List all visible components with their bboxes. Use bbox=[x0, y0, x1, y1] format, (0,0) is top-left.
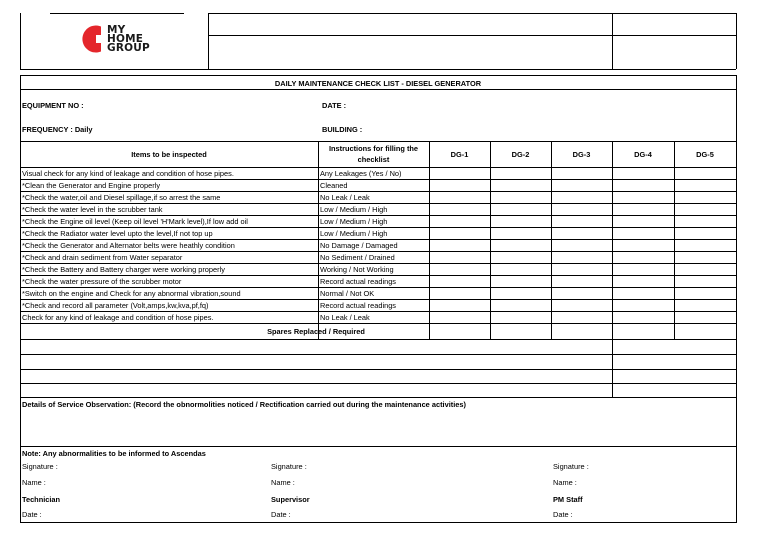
role-label: Technician bbox=[22, 495, 61, 504]
row-item: Check for any kind of leakage and condition of hose pipes. bbox=[22, 313, 214, 322]
date-label: Date : bbox=[271, 510, 291, 519]
row-instruction: No Leak / Leak bbox=[320, 193, 370, 202]
row-instruction: Record actual readings bbox=[320, 277, 397, 286]
column-header-dg-1: DG-1 bbox=[450, 150, 469, 159]
logo-mark-icon bbox=[74, 24, 108, 54]
spares-title: Spares Replaced / Required bbox=[267, 327, 365, 336]
row-instruction: Low / Medium / High bbox=[320, 205, 388, 214]
equipment-no-label: EQUIPMENT NO : bbox=[22, 101, 84, 110]
row-instruction: Any Leakages (Yes / No) bbox=[320, 169, 402, 178]
row-item: *Check the water level in the scrubber tank bbox=[22, 205, 163, 214]
row-item: *Clean the Generator and Engine properly bbox=[22, 181, 161, 190]
page-title: DAILY MAINTENANCE CHECK LIST - DIESEL GENERATOR bbox=[274, 79, 482, 88]
signature-label: Signature : bbox=[22, 462, 58, 471]
row-instruction: Record actual readings bbox=[320, 301, 397, 310]
column-header-dg-4: DG-4 bbox=[634, 150, 652, 159]
column-header-instructions-line2: checklist bbox=[357, 155, 390, 164]
row-item: *Check and record all parameter (Volt,amps,kw,kva,pf,fq) bbox=[22, 301, 209, 310]
date-label: Date : bbox=[22, 510, 42, 519]
service-observation-label: Details of Service Observation: (Record the obnormolities noticed / Rectification carried out during the maintenance activities) bbox=[22, 400, 466, 409]
row-item: *Check the Radiator water level upto the level,If not top up bbox=[22, 229, 213, 238]
role-label: PM Staff bbox=[553, 495, 583, 504]
row-instruction: No Damage / Damaged bbox=[320, 241, 398, 250]
date-label: DATE : bbox=[322, 101, 347, 110]
row-item: *Check and drain sediment from Water separator bbox=[22, 253, 183, 262]
row-item: *Check the Battery and Battery charger were working properly bbox=[22, 265, 225, 274]
signature-label: Signature : bbox=[271, 462, 307, 471]
row-instruction: No Sediment / Drained bbox=[320, 253, 395, 262]
date-label: Date : bbox=[553, 510, 573, 519]
name-label: Name : bbox=[22, 478, 46, 487]
signature-label: Signature : bbox=[553, 462, 589, 471]
column-header-instructions-line1: Instructions for filling the bbox=[328, 144, 419, 153]
row-instruction: Normal / Not OK bbox=[320, 289, 375, 298]
logo-wordmark: MY HOME GROUP bbox=[107, 24, 150, 54]
row-item: *Check the Engine oil level (Keep oil level 'H'Mark level),If low add oil bbox=[22, 217, 248, 226]
row-instruction: Low / Medium / High bbox=[320, 229, 388, 238]
frequency-label: FREQUENCY : Daily bbox=[22, 125, 93, 134]
row-instruction: No Leak / Leak bbox=[320, 313, 370, 322]
role-label: Supervisor bbox=[271, 495, 310, 504]
row-item: *Check the Generator and Alternator belts were heathly condition bbox=[22, 241, 235, 250]
row-item: *Check the water,oil and Diesel spillage,if so arrest the same bbox=[22, 193, 221, 202]
row-instruction: Cleaned bbox=[320, 181, 348, 190]
row-item: Visual check for any kind of leakage and condition of hose pipes. bbox=[22, 169, 234, 178]
row-item: *Check the water pressure of the scrubber motor bbox=[22, 277, 182, 286]
note-text: Note: Any abnormalities to be informed to Ascendas bbox=[22, 449, 206, 458]
column-header-dg-5: DG-5 bbox=[696, 150, 714, 159]
name-label: Name : bbox=[553, 478, 577, 487]
row-instruction: Working / Not Working bbox=[320, 265, 394, 274]
column-header-items: Items to be inspected bbox=[131, 150, 207, 159]
column-header-dg-2: DG-2 bbox=[511, 150, 530, 159]
row-instruction: Low / Medium / High bbox=[320, 217, 388, 226]
building-label: BUILDING : bbox=[322, 125, 363, 134]
row-item: *Switch on the engine and Check for any abnormal vibration,sound bbox=[22, 289, 241, 298]
name-label: Name : bbox=[271, 478, 295, 487]
column-header-dg-3: DG-3 bbox=[572, 150, 591, 159]
